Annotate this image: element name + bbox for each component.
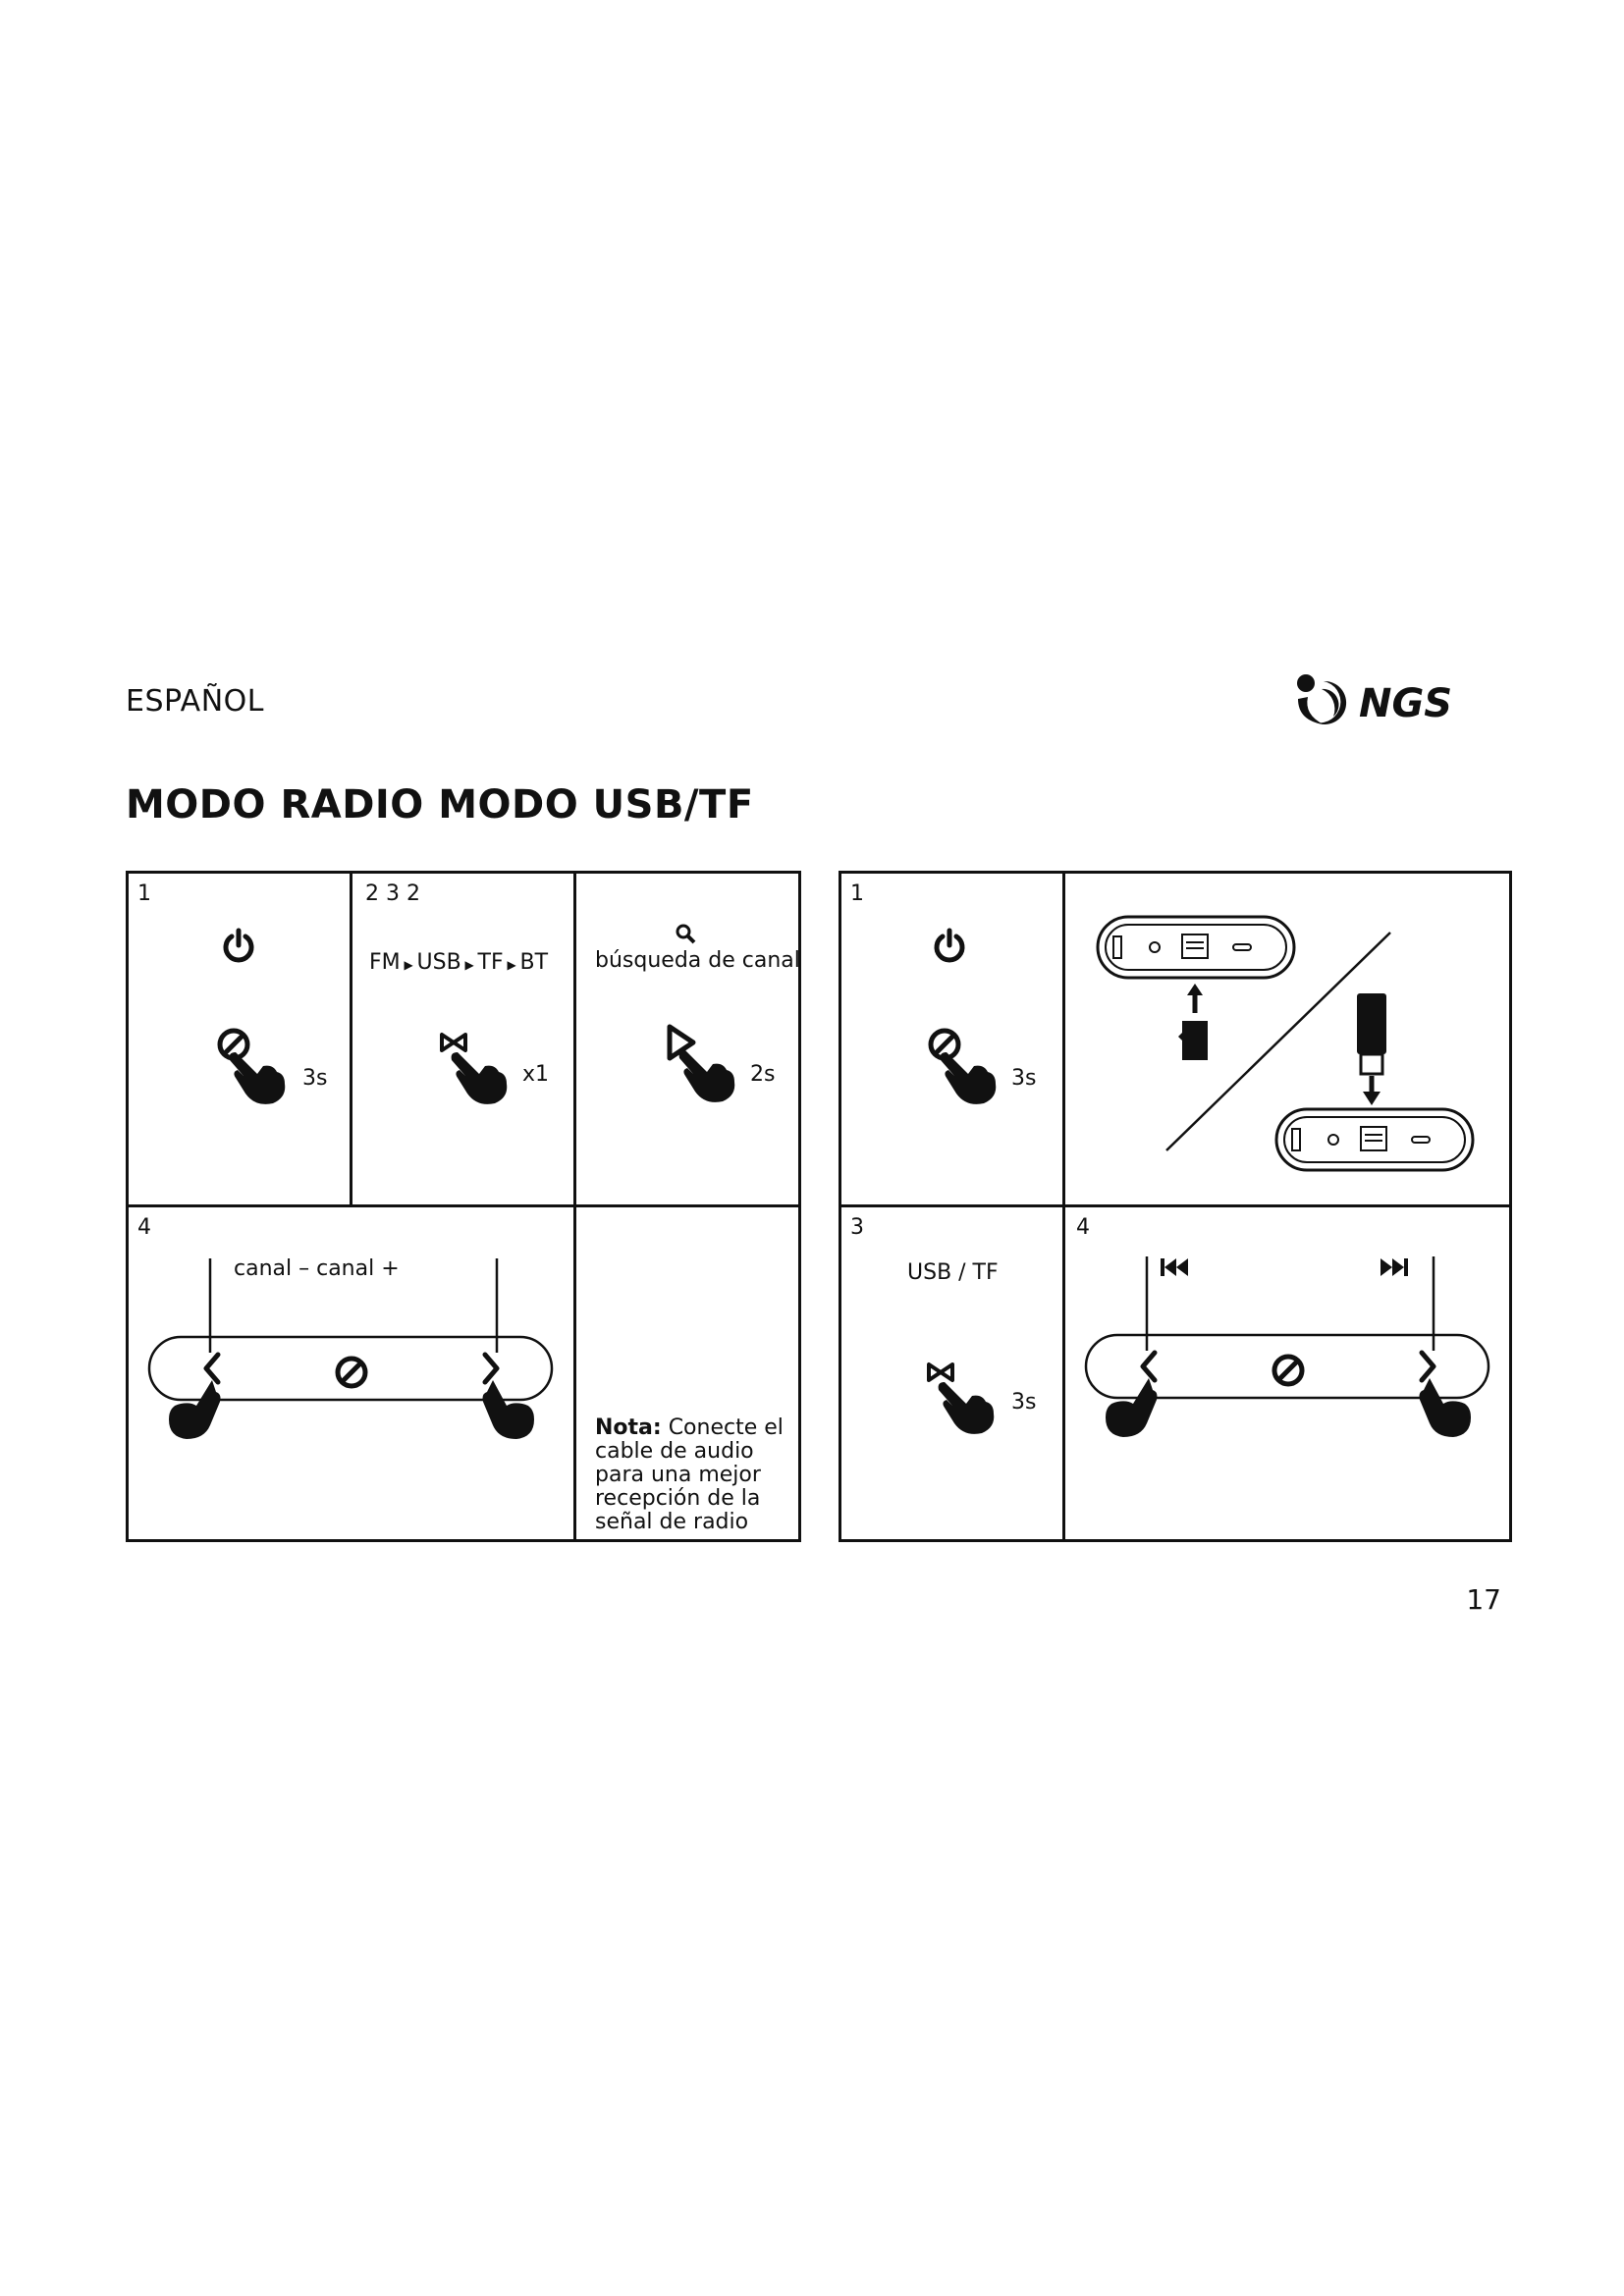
mode-button-press-icon [925,1357,1003,1439]
step-number: 1 [850,881,864,906]
search-icon [675,923,698,950]
radio-control-bar [147,1258,560,1449]
power-icon [933,929,966,968]
note-bold: Nota: [595,1415,662,1440]
hand-icon [169,1380,221,1439]
page-number: 17 [1466,1583,1501,1616]
next-track-button-icon [1422,1353,1434,1380]
power-icon [222,929,255,968]
ngs-logo [1294,669,1512,728]
step-number: 1 [137,881,151,906]
mode-bt: BT [519,950,549,975]
duration-label: 2s [750,1062,776,1087]
hand-icon [483,1380,535,1439]
prev-channel-icon [206,1355,218,1382]
play-button-press-icon [664,1021,742,1107]
mode-tf: TF [477,950,504,975]
mode-button-press-icon [216,1027,295,1109]
duration-label: 3s [1011,1066,1037,1091]
next-track-icon [1380,1258,1408,1276]
hand-icon [1106,1378,1158,1437]
mode-button-press-icon [438,1027,516,1109]
step-number: 2 3 2 [365,881,420,906]
ngs-logo-mark-icon [1297,674,1346,724]
prev-track-icon [1161,1258,1188,1276]
press-count-label: x1 [522,1062,550,1087]
mode-sequence: FM ▶ USB ▶ TF ▶ BT [369,950,549,975]
next-channel-icon [485,1355,497,1382]
radio-note [595,1416,791,1534]
speaker-ports-bottom [1276,1109,1473,1170]
step-number: 4 [137,1215,151,1240]
prev-track-button-icon [1143,1353,1155,1380]
step-number: 3 [850,1215,864,1240]
logo-text: NGS [1359,681,1453,726]
usb-stick-icon [1357,993,1386,1105]
language-label: ESPAÑOL [126,684,264,719]
step-number: 4 [1076,1215,1090,1240]
duration-label: 3s [302,1066,328,1091]
mode-fm: FM [369,950,401,975]
microsd-card-icon [1178,984,1208,1060]
insert-media-illustration [1080,903,1492,1192]
mode-icon [1274,1357,1302,1384]
mode-button-press-icon [927,1027,1005,1109]
channel-search-label: búsqueda de canal [595,948,800,973]
usb-control-bar [1084,1256,1496,1447]
hand-icon [1420,1378,1472,1437]
usb-tf-label: USB / TF [907,1260,999,1285]
duration-label: 3s [1011,1390,1037,1415]
channel-label: canal – canal + [234,1256,400,1281]
page-title: MODO RADIO MODO USB/TF [126,782,754,828]
mode-icon [338,1359,365,1386]
note-text: Conecte el cable de audio para una mejor recepción de la señal de radio [595,1415,784,1534]
speaker-ports-top [1098,917,1294,978]
mode-usb: USB [416,950,461,975]
